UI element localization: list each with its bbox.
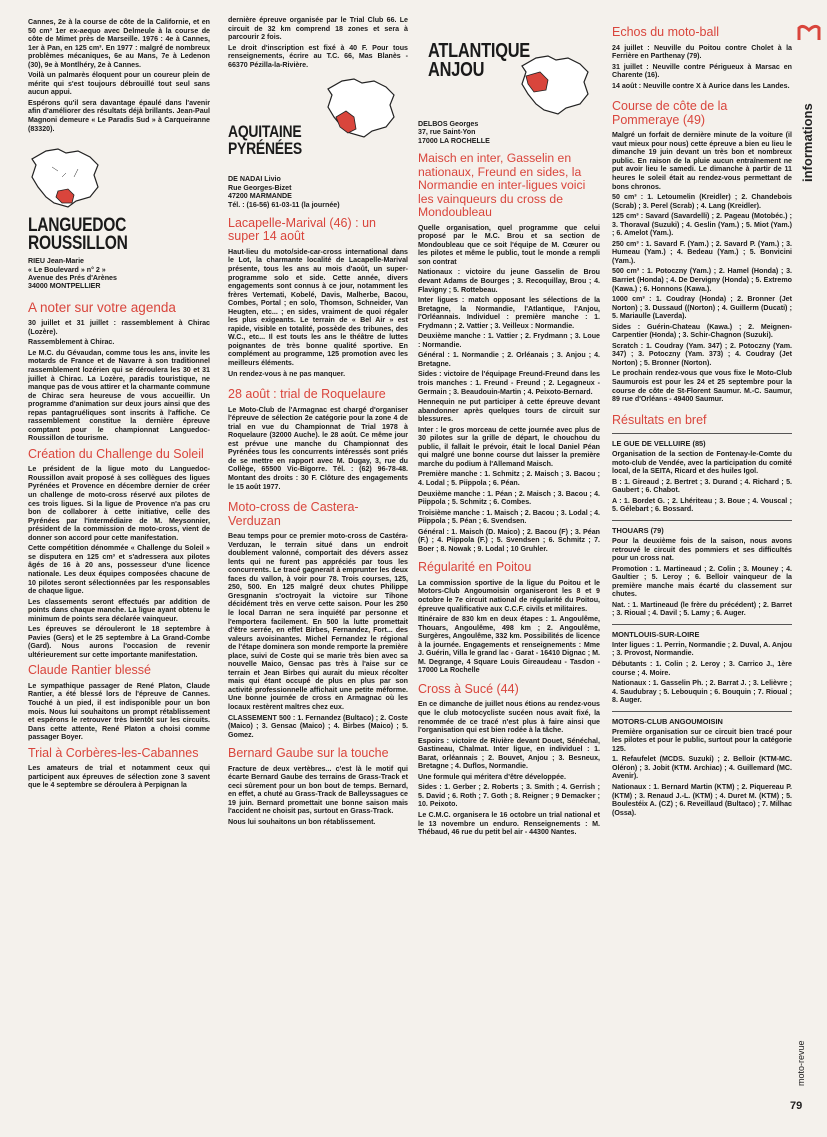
article-title: A noter sur votre agenda xyxy=(28,299,176,315)
paragraph: Inter ligues : match opposant les sélections de la Bretagne, la Normandie, l'Atlantique, l'Anjou, l'Orléannais. Individuel : première manche : 1. Frydmann ; 2. Vattier ; 3. Veilleux : Normandie. xyxy=(418,296,600,330)
magazine-logo-icon xyxy=(797,22,821,42)
paragraph: Nationaux : 1. Gasselin Ph. ; 2. Barrat J. ; 3. Lelièvre ; 4. Saudubray ; 5. Lebouquin ; 6. Bouquin ; 7. Rioual ; 8. Auger. xyxy=(612,679,792,705)
results-heading: THOUARS (79) xyxy=(612,525,664,535)
article-title: Maisch en inter, Gasselin en nationaux, Freund en sides, la Normandie en inter-ligues voici les vainqueurs du cross de Mondoubleau xyxy=(418,151,586,220)
paragraph: Troisième manche : 1. Maisch ; 2. Bacou ; 3. Lodal ; 4. Piippola ; 5. Péan ; 6. Svendsen. xyxy=(418,508,600,526)
paragraph: 250 cm³ : 1. Savard F. (Yam.) ; 2. Savard P. (Yam.) ; 3. Humeau (Yam.) ; 4. Bedeau (Yam.) ; 5. Bonvicini (Yam.). xyxy=(612,239,792,265)
paragraph: 125 cm³ : Savard (Savardelli) ; 2. Pageau (Motobéc.) ; 3. Thoraval (Suzuki) ; 4. Geslin (Yam.) ; 5. Miot (Yam.) ; 6. Amelot (Yam.). xyxy=(612,212,792,238)
paragraph: B : 1. Gireaud ; 2. Bertret ; 3. Durand ; 4. Richard ; 5. Gaubert ; 6. Chabot. xyxy=(612,477,792,495)
article-title: Création du Challenge du Soleil xyxy=(28,446,204,461)
paragraph: Hennequin ne put participer à cette épreuve devant abandonner après quelques tours de circuit sur blessures. xyxy=(418,398,600,424)
paragraph: Malgré un forfait de dernière minute de la voiture (il vaut mieux pour nous) cette épreuve a bien eu lieu le dimanche 19 juin devant un très bon et nombreux public. En raison de la pluie aucun entraînement ne put avoir lieu le samedi. Le dimanche à partir de 11 heures le soleil était au rendez-vous permettant de bons chronos. xyxy=(612,131,792,191)
paragraph: Le M.C. du Gévaudan, comme tous les ans, invite les motards de France et de Navarre à son traditionnel rassemblement lozérien qui se déroulera les 30 et 31 juillet à Chirac. La Lozère, paradis touristique, ne manque pas de vous attirer et la charmante commune de Chirac sera heureuse de vous accueillir. Un programme d'animation sur deux jours ainsi que des repas pantagruéliques sont inscrits à l'affiche. Ce rassemblement constitue la dernière épreuve comptant pour le championnat Languedoc-Roussillon de tourisme. xyxy=(28,348,210,443)
paragraph: CLASSEMENT 500 : 1. Fernandez (Bultaco) ; 2. Coste (Maico) ; 3. Gensac (Maico) ; 4. Birbes (Maico) ; 5. Gomez. xyxy=(228,713,408,739)
article-title: Moto-cross de Castera-Verduzan xyxy=(228,500,359,528)
paragraph: Nationaux : victoire du jeune Gasselin de Brou devant Adams de Bourges ; 3. Recoquillay, Brou ; 4. Flavigny ; 5. Rottebeau. xyxy=(418,268,600,294)
paragraph: Le droit d'inscription est fixé à 40 F. Pour tous renseignements, écrire au T.C. 66, Mas Blanès - 66370 Pézilla-la-Rivière. xyxy=(228,43,408,69)
paragraph: Un rendez-vous à ne pas manquer. xyxy=(228,369,346,378)
article-title: Course de côte de la Pommeraye (49) xyxy=(612,99,728,127)
paragraph: A : 1. Bordet G. ; 2. Lhériteau ; 3. Boue ; 4. Vouscal ; 5. Gélebart ; 6. Bossard. xyxy=(612,496,792,514)
paragraph: Pour la deuxième fois de la saison, nous avons retrouvé le circuit des pommiers et ses difficultés pour un cross nat. xyxy=(612,536,792,563)
correspondent-address: RIEU Jean-Marie « Le Boulevard » n° 2 » Avenue des Prés d'Arènes 34000 MONTPELLIER xyxy=(28,257,117,291)
paragraph: dernière épreuve organisée par le Trial Club 66. Le circuit de 32 km comprend 18 zones et sera à parcourir 2 fois. xyxy=(228,16,408,42)
results-heading: MOTORS-CLUB ANGOUMOISIN xyxy=(612,716,723,726)
paragraph: Sides : 1. Gerber ; 2. Roberts ; 3. Smith ; 4. Gerrish ; 5. David ; 6. Roth ; 7. Goth ; 8. Reigner ; 9 Demacker ; 10. Peixoto. xyxy=(418,783,600,809)
article-title: Bernard Gaube sur la touche xyxy=(228,746,389,761)
paragraph: Quelle organisation, quel programme que celui proposé par le M.C. Brou et sa section de Mondoubleau que ce soit l'équipe de M. Cœurer ou les pilotes et même le public, tout le monde a rempli son contrat xyxy=(418,223,600,266)
paragraph: Scratch : 1. Coudray (Yam. 347) ; 2. Potoczny (Yam. 347) ; 3. Potoczny (Yam. 373) ; 4. Coudray (Jet Norton) ; 5. Bronner (Norton). xyxy=(612,341,792,367)
paragraph: Le sympathique passager de René Platon, Claude Rantier, a été blessé lors de l'épreuve de Cannes. Touché à un pied, il est indisponible pour un bon mois. Nous lui souhaitons un prompt rétablissement et espérons le retrouver très bientôt sur les circuits. Dans cette attente, René Platon a choisi comme passager Boyer. xyxy=(28,681,210,742)
paragraph: Promotion : 1. Martineaud ; 2. Colin ; 3. Mouney ; 4. Gaultier ; 5. Leroy ; 6. Belloir vainqueur de la première manche mais écarté du classement sur chutes. xyxy=(612,564,792,599)
paragraph: Les classements seront effectués par addition de points dans chaque manche. La ligue ayant obtenu le minimum de points sera déclarée vainqueur. xyxy=(28,597,210,623)
paragraph: Inter ligues : 1. Perrin, Normandie ; 2. Duval, A. Anjou ; 3. Provost, Normandie. xyxy=(612,640,792,658)
region-title: LANGUEDOC ROUSSILLON xyxy=(28,215,128,255)
region-title: AQUITAINE PYRÉNÉES xyxy=(228,122,302,159)
correspondent-address: DE NADAI Livio Rue Georges-Bizet 47200 MARMANDE Tél. : (16-56) 61-03-11 (la journée) xyxy=(228,175,340,209)
paragraph: Général : 1. Maisch (D. Maico) ; 2. Bacou (F) ; 3. Péan (F.) ; 4. Piippola (F.) ; 5. Svendsen ; 6. Schmitz ; 7. Boer ; 8. Nowak ; 9. Lodal ; 10 Gruhler. xyxy=(418,527,600,553)
paragraph: Première organisation sur ce circuit bien tracé pour les pilotes et pour le public, surtout pour la catégorie 125. xyxy=(612,727,792,753)
paragraph: 1000 cm³ : 1. Coudray (Honda) ; 2. Bronner (Jet Norton) ; 3. Dussaud ((Norton) ; 4. Guillerm (Ducati) ; 5. Mariaulle (Laverda). xyxy=(612,295,792,321)
paragraph: Voilà un palmarès éloquent pour un coureur plein de mérite qui s'est toujours débrouillé tout seul sans aucun appui. xyxy=(28,71,210,97)
paragraph: Le prochain rendez-vous que vous fixe le Moto-Club Saumurois est pour les 24 et 25 septembre pour la course de côte de St-Florent Saumur. M.-C. Saumur, 89 rue d'Orléans - 49400 Saumur. xyxy=(612,369,792,404)
article-title: Résultats en bref xyxy=(612,412,707,427)
paragraph: Nous lui souhaitons un bon rétablissement. xyxy=(228,817,376,826)
paragraph: Le Moto-Club de l'Armagnac est chargé d'organiser l'épreuve de sélection 2e catégorie pour la zone 4 de trial en vue du Championnat de Trial 1978 à Roquelaure (32000 Auche). le 28 août. Ce même jour est prévue une manche du Championnat des Pyrénées tous les concurrents intéressés sont priés de se mettre en rapport avec M. Dugay, 3, rue du Collège, 65500 Vic-Bigorre. Tél. : (62) 96-78-48. Montant des droits : 30 F. Clôture des engagements le 15 août 1977. xyxy=(228,405,408,491)
paragraph: Deuxième manche : 1. Vattier ; 2. Frydmann ; 3. Loue : Normandie. xyxy=(418,332,600,349)
article-title: Cross à Sucé (44) xyxy=(418,681,519,696)
article-title: Trial à Corbères-les-Cabannes xyxy=(28,745,199,760)
paragraph: Organisation de la section de Fontenay-le-Comte du moto-club de Vendée, avec la participation du comité local, de la SEITA, Ricard et des huiles Igol. xyxy=(612,450,792,476)
region-title: ATLANTIQUE ANJOU xyxy=(428,40,531,81)
paragraph: Sides : Guérin-Chateau (Kawa.) ; 2. Meignen-Carpentier (Honda) ; 3. Schir-Chagnon (Suzuki). xyxy=(612,322,792,340)
article-title: Claude Rantier blessé xyxy=(28,663,151,678)
paragraph: Espoirs : victoire de Rivière devant Douet, Sénéchal, Gastineau, Chalmat. Inter ligue, en individuel : 1. Barat, orléannais ; 2. Bouvet, Anjou ; 3. Besneux, Bretagne ; 4. Duflos, Normandie. xyxy=(418,736,600,771)
paragraph: Inter : le gros morceau de cette journée avec plus de 30 pilotes sur la grille de départ, le chouchou du public, il fallait le prévoir, était le local Daniel Péan qui malgré une bonne course dut laisser la première marche du podium à l'Allemand Maisch. xyxy=(418,425,600,468)
france-map-icon xyxy=(28,147,106,209)
paragraph: Les épreuves se dérouleront le 18 septembre à Pavies (Gers) et le 25 septembre à La Grand-Combe (Gard). Nous aurons l'occasion de revenir ultérieurement sur cette importante manifestation. xyxy=(28,625,210,659)
paragraph: 50 cm³ : 1. Letoumelin (Kreidler) ; 2. Chandebois (Scrab) ; 3. Perel (Scrab) ; 4. Lang (Kreidler). xyxy=(612,193,792,210)
paragraph: En ce dimanche de juillet nous étions au rendez-vous que le club motocycliste sucéen nous avait fixé, la renommée de ce tracé n'est plus à faire ainsi que l'organisation qui est bien rodée à la tâche. xyxy=(418,700,600,735)
page-number: 79 xyxy=(790,1100,803,1112)
article-title: Echos du moto-ball xyxy=(612,26,720,39)
france-map-icon xyxy=(518,54,596,118)
paragraph: Le président de la ligue moto du Languedoc-Roussillon avait proposé à ses collègues des ligues Pyrénées et Provence en décembre dernier de créer un challenge de moto-cross réservé aux pilotes de ces trois ligues. Si la ligue de Provence n'a pas cru bon de collaborer à cette initiative, celle des Pyrénées par l'intermédiaire de M. Meysonnier, président de la commission de moto-cross, vient de donner son accord pour cette manifestation. xyxy=(28,465,210,542)
paragraph: Nat. : 1. Martineaud (le frère du précédent) ; 2. Barret ; 3. Rioual ; 4. Davil ; 5. Lamy ; 6. Auger. xyxy=(612,600,792,618)
divider xyxy=(612,520,792,521)
paragraph: Cette compétition dénommée « Challenge du Soleil » se disputera en 125 cm³ et s'adressera aux pilotes âgés de 16 à 20 ans, possesseur d'une licence nationale. Les deux équipes composées chacune de 10 pilotes seront sélectionnées par les responsables de chaque ligue. xyxy=(28,544,210,596)
paragraph: 24 juillet : Neuville du Poitou contre Cholet à la Ferrière en Parthenay (79). xyxy=(612,43,792,61)
paragraph: Première manche : 1. Schmitz ; 2. Maisch ; 3. Bacou ; 4. Lodal ; 5. Piippola ; 6. Péan. xyxy=(418,470,600,488)
column-2 xyxy=(228,16,408,829)
paragraph: Fracture de deux vertèbres... c'est là le motif qui écarte Bernard Gaube des terrains de Grass-Track et ceci sûrement pour un bon bout de temps. Bernard, en effet, a chuté au Grass-Track de Balleyssagues ce 19 juin. Bernard promettait une bonne saison mais l'accident ne choisit pas, surtout en Grass-Track. xyxy=(228,764,408,816)
column-4 xyxy=(612,26,792,819)
paragraph: Débutants : 1. Colin ; 2. Leroy ; 3. Carrico J., 1ère course ; 4. Moire. xyxy=(612,659,792,677)
paragraph: Une formule qui méritera d'être développée. xyxy=(418,772,566,781)
paragraph: Nationaux : 1. Bernard Martin (KTM) ; 2. Piquereau P. (KTM) ; 3. Renaud J.-L. (KTM) ; 4. Duret M. (KTM) ; 5. Boulestéix A. (CZ) ; 6. Reveillaud (Bultaco) ; 7. Milhac (Ossa). xyxy=(612,783,792,817)
paragraph: 31 juillet : Neuville contre Périgueux à Marsac en Charente (16). xyxy=(612,62,792,80)
section-label: informations xyxy=(800,103,815,182)
paragraph: 1. Refaufelet (MCDS. Suzuki) ; 2. Belloir (KTM-MC. Oléron) ; 3. Jobit (KTM. Archiac) ; 4. Guillemard (MC. Avenir). xyxy=(612,755,792,781)
paragraph: Beau temps pour ce premier moto-cross de Castéra-Verduzan, le terrain situé dans un endroit doublement valonné, comportait des dévers assez lents qui ne furent pas appréciés par tous les concurrents. Le tracé gagnerait à emprunter les deux faces du vallon, à voir pour 78. Trois courses, 125, 250, 500. En 125 malgré deux chutes Philippe Gresgnanin s'octroyait la victoire sur Tihone décidément très en verve cette saison. Pour les 250 le local Darran ne sera inquiété par personne et l'emportera facilement. En 500 la lutte promettait d'être serrée, en effet Birbes, Fernandez, Fort... des valeurs avoisinantes. Michel Fernandez le régional de l'étape dominera son monde remporte la première place, suivi de Coste qui se marie très bien avec sa nouvelle Maico, Gensac pas très à l'aise sur ce terrain et Jean Birbes qui aurait du mieux récolter mais qui étant occupé de plus en plus par son activité professionnelle affichait une petite méforme. Une bonne journée de cross en Armagnac où les locaux restèrent maîtres chez eux. xyxy=(228,532,408,712)
paragraph: 14 août : Neuville contre X à Aurice dans les Landes. xyxy=(612,81,790,90)
paragraph: Rassemblement à Chirac. xyxy=(28,338,115,347)
paragraph: 30 juillet et 31 juillet : rassemblement à Chirac (Lozère). xyxy=(28,319,210,336)
results-heading: LE GUE DE VELLUIRE (85) xyxy=(612,439,706,449)
column-1 xyxy=(28,18,210,792)
article-title: Lacapelle-Marival (46) : un super 14 août xyxy=(228,215,376,244)
paragraph: Le C.M.C. organisera le 16 octobre un trial national et le 13 novembre un enduro. Renseignements : M. Thébaud, 46 rue du petit bel air - 44300 Nantes. xyxy=(418,810,600,837)
paragraph: 500 cm³ : 1. Potoczny (Yam.) ; 2. Hamel (Honda) ; 3. Barriet (Honda) ; 4. De Dervigny (Honda) ; 5. Extremo (Kawa.) ; 6. Honnons (Kawa.). xyxy=(612,267,792,293)
divider xyxy=(612,711,792,712)
paragraph: Sides : victoire de l'équipage Freund-Freund dans les trois manches : 1. Freund - Freund ; 2. Legagneux - Germain ; 3. Beaudouin-Martin ; 4. Peixoto-Bernard. xyxy=(418,370,600,396)
paragraph: Les amateurs de trial et notamment ceux qui participent aux épreuves de sélection zone 3 savent que le 4 septembre se déroulera à Perpignan la xyxy=(28,764,210,790)
region-block-aquitaine xyxy=(228,77,408,173)
article-title: 28 août : trial de Roquelaure xyxy=(228,387,386,402)
col1-intro xyxy=(28,18,210,133)
magazine-name: moto-revue xyxy=(796,1040,806,1086)
paragraph: Deuxième manche : 1. Péan ; 2. Maisch ; 3. Bacou ; 4. Piippola ; 5. Schmitz ; 6. Combes. xyxy=(418,489,600,507)
article-title: Régularité en Poitou xyxy=(418,560,532,575)
paragraph: Haut-lieu du moto/side-car-cross international dans le Lot, la charmante localité de Lacapelle-Marival présente, tous les ans au mois d'août, un super-programme solo et side. Cette année, divers engagements sont connus à ce jour, notamment les frères Vertemati, Kobelé, Davis, Malherbe, Bacou, Combes, Portal ; en solo, Thomson, Schneider, Van Heugten, etc... ; en sides, vraiment de quoi régaler les plus exigeants. Le terrain de « Bel Air » est rapide, visible en totalité, possède des tribunes, des W.C., etc... Il est touts les ans le théâtre de luttes poignantes de très bonne qualité sportive. En complément au programme, 125 promotion avec les meilleurs éléments. xyxy=(228,247,408,368)
paragraph: Général : 1. Normandie ; 2. Orléanais ; 3. Anjou ; 4. Bretagne. xyxy=(418,351,600,368)
region-block-languedoc xyxy=(28,147,210,291)
column-3 xyxy=(418,36,600,839)
paragraph: Cannes, 2e à la course de côte de la Californie, et en 50 cm³ 1er ex-aequo avec Delmeule à la course de côte de Mimet près de Marseille. 1976 : 4e à Cannes, 1er à Pan, en 125 cm³. En 1977 : malgré de nombreux problèmes mécaniques, 6e au Mans, 7e à Ledenon (30), 9e à Montlhéry, 2e à Cannes. xyxy=(28,18,210,69)
divider xyxy=(612,624,792,625)
results-heading: MONTLOUIS-SUR-LOIRE xyxy=(612,629,700,639)
region-block-atlantique xyxy=(418,36,600,118)
paragraph: Espérons qu'il sera davantage épaulé dans l'avenir afin d'améliorer des résultats déjà brillants. Jean-Paul Magnoni demeure « Le Paradis Sud » à Carqueiranne (83320). xyxy=(28,98,210,133)
paragraph: La commission sportive de la ligue du Poitou et le Motors-Club Angoumoisin organiseront les 8 et 9 octobre le 7e circuit national de régularité du Poitou, épreuve qualificative aux C.C.F. civils et militaires. xyxy=(418,578,600,613)
france-map-icon xyxy=(324,77,404,141)
paragraph: Itinéraire de 830 km en deux étapes : 1. Angoulême, Thouars, Angoulême, 498 km ; 2. Angoulême, Surgères, Angoulême, 332 km. Possibilités de licence à la journée. Engagements et renseignements : Mme J. Guérin, Villa le grand lac - Garat - 16410 Dignac ; M. M. Degrange, 4 Square Louis Gireaudeau - Tasdon - 17000 La Rochelle xyxy=(418,615,600,675)
divider xyxy=(612,433,792,434)
correspondent-address: DELBOS Georges 37, rue Saint-Yon 17000 LA ROCHELLE xyxy=(418,120,490,145)
